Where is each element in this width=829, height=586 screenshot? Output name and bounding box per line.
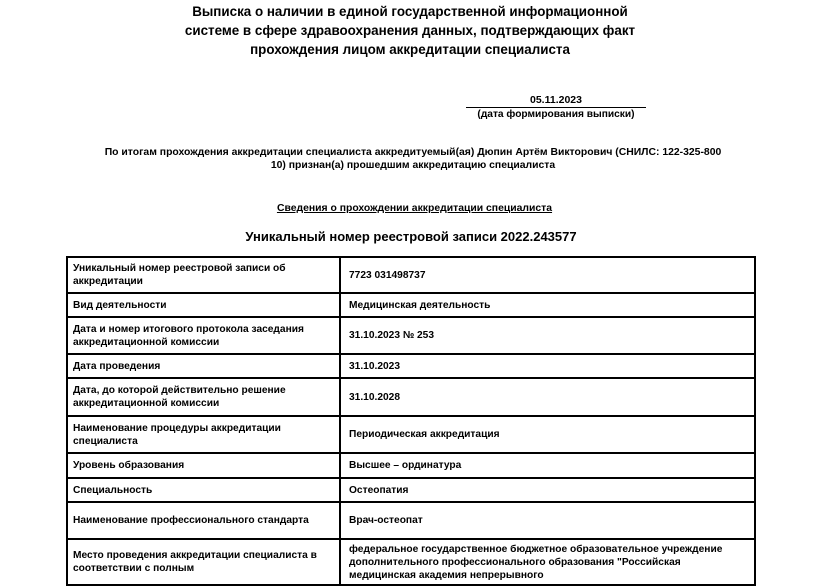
row-label: Вид деятельности: [67, 293, 340, 317]
formation-date-caption: (дата формирования выписки): [477, 109, 635, 120]
row-value: Остеопатия: [340, 478, 755, 502]
table-row: [67, 539, 755, 585]
section-heading-text: Сведения о прохождении аккредитации специалиста: [276, 203, 553, 214]
table-row: [67, 502, 755, 539]
table-row: [67, 354, 755, 378]
row-value: Периодическая аккредитация: [340, 416, 755, 453]
row-value: 31.10.2023 № 253: [340, 317, 755, 354]
table-row: [67, 293, 755, 317]
intro-paragraph: [68, 146, 758, 172]
formation-date-block: [466, 94, 646, 121]
intro-line: 10) признан(а) прошедшим аккредитацию специалиста: [270, 160, 556, 171]
row-label: Дата и номер итогового протокола заседания аккредитационной комиссии: [67, 317, 340, 354]
table-row: [67, 317, 755, 354]
row-label: Дата, до которой действительно решение аккредитационной комиссии: [67, 378, 340, 416]
row-label: Дата проведения: [67, 354, 340, 378]
intro-line: По итогам прохождения аккредитации специалиста аккредитуемый(ая) Дюпин Артём Викторович (СНИЛС: 122-325-800: [104, 147, 722, 158]
row-value: 31.10.2023: [340, 354, 755, 378]
document-title-line: прохождения лицом аккредитации специалиста: [250, 42, 570, 57]
registry-title: Уникальный номер реестровой записи 2022.243577: [245, 229, 577, 244]
row-label: Специальность: [67, 478, 340, 502]
row-label: Место проведения аккредитации специалиста в соответствии с полным: [67, 539, 340, 585]
accreditation-table: [66, 256, 756, 586]
row-value: Врач-остеопат: [340, 502, 755, 539]
row-value: 7723 031498737: [340, 257, 755, 293]
document-title-line: системе в сфере здравоохранения данных, подтверждающих факт: [184, 23, 636, 38]
document-title-line: Выписка о наличии в единой государственной информационной: [192, 4, 628, 19]
document-title: [120, 2, 700, 59]
section-heading: [0, 202, 829, 215]
row-label: Наименование процедуры аккредитации специалиста: [67, 416, 340, 453]
table-row: [67, 416, 755, 453]
row-value: Высшее – ординатура: [340, 453, 755, 478]
formation-date: 05.11.2023: [466, 94, 646, 108]
table-row: [67, 478, 755, 502]
row-label: Уровень образования: [67, 453, 340, 478]
row-value: 31.10.2028: [340, 378, 755, 416]
row-label: Уникальный номер реестровой записи об аккредитации: [67, 257, 340, 293]
table-row: [67, 378, 755, 416]
table-row: [67, 453, 755, 478]
row-label: Наименование профессионального стандарта: [67, 502, 340, 539]
table-row: [67, 257, 755, 293]
row-value: Медицинская деятельность: [340, 293, 755, 317]
row-value: федеральное государственное бюджетное образовательное учреждение дополнительного профессионального образования "Российская медицинская академия непрерывного: [340, 539, 755, 585]
